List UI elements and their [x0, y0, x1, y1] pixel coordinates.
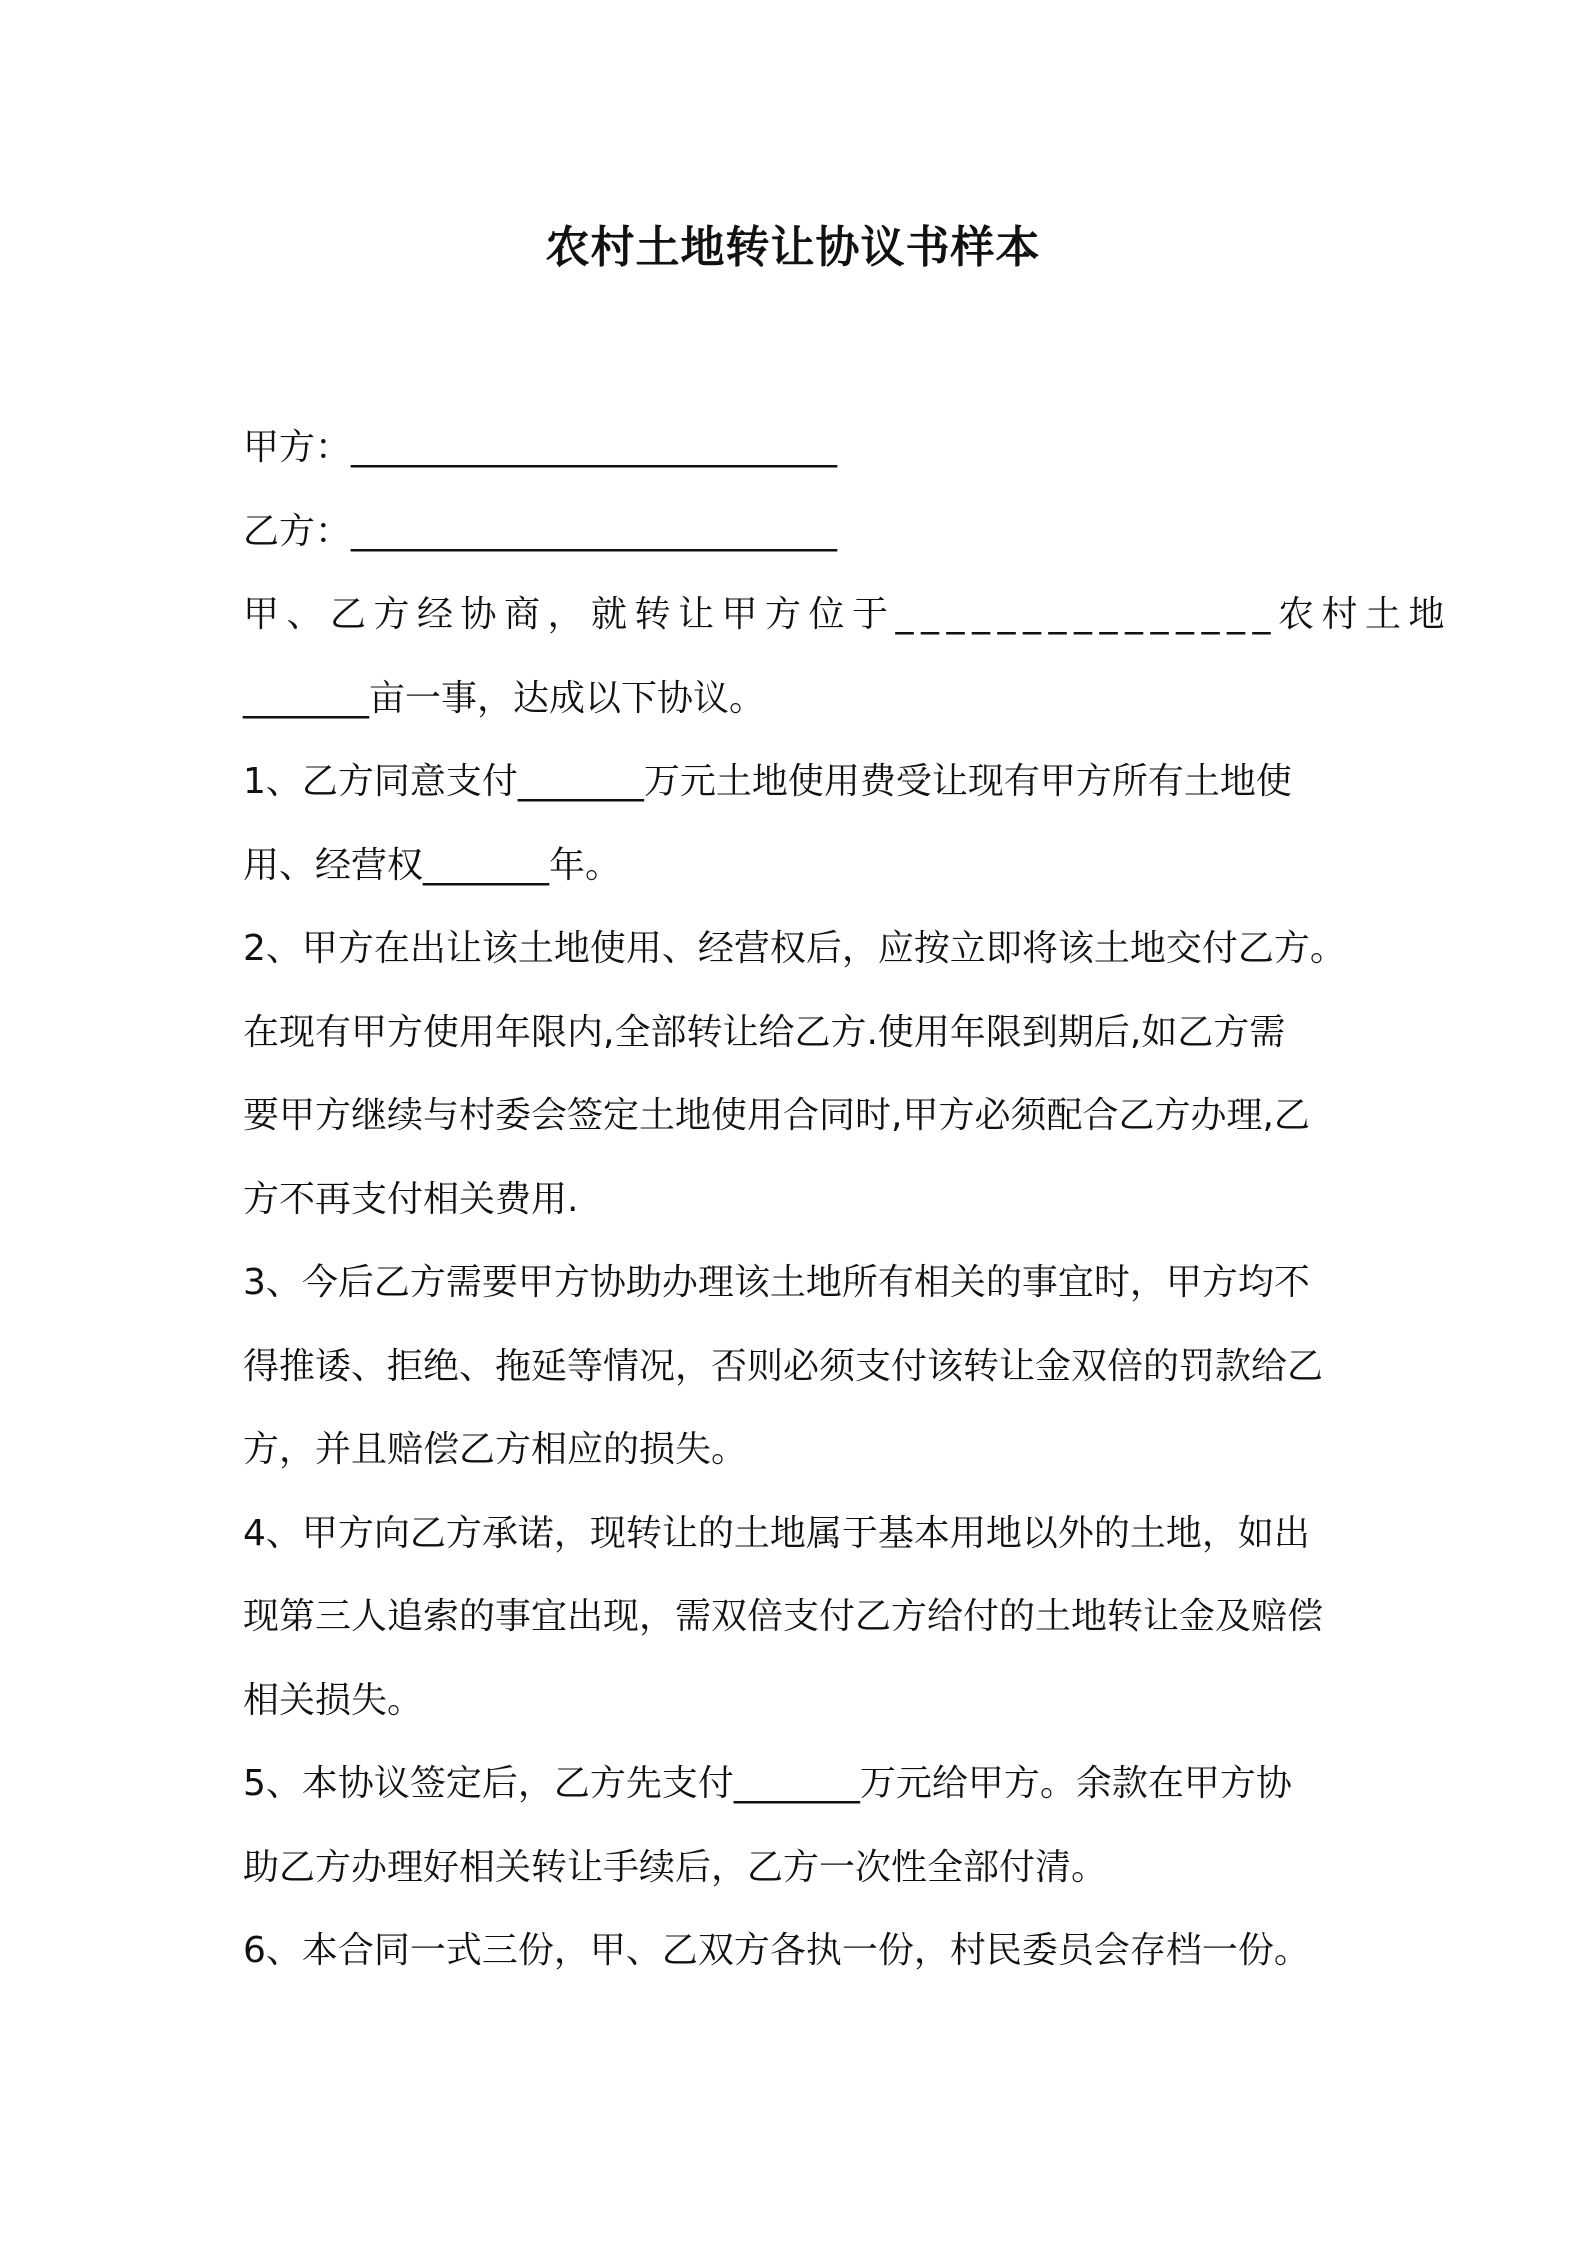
document-body	[243, 406, 1453, 1993]
clause-3-line-3: 方，并且赔偿乙方相应的损失。	[243, 1429, 748, 1470]
document-title: 农村土地转让协议书样本	[545, 222, 1041, 273]
clause-2-line-3: 要甲方继续与村委会签定土地使用合同时,甲方必须配合乙方办理,乙	[243, 1095, 1310, 1136]
clause-2-line-4: 方不再支付相关费用.	[243, 1178, 579, 1220]
clause-2-line-2: 在现有甲方使用年限内,全部转让给乙方.使用年限到期后,如乙方需	[243, 1011, 1286, 1053]
clause-3-line-2: 得推诿、拒绝、拖延等情况，否则必须支付该转让金双倍的罚款给乙	[243, 1345, 1324, 1387]
clause-4-line-2: 现第三人追索的事宜出现，需双倍支付乙方给付的土地转让金及赔偿	[243, 1596, 1324, 1637]
preamble-line-2: _______亩一事，达成以下协议。	[243, 677, 766, 719]
clause-6-line-1: 6、本合同一式三份，甲、乙双方各执一份，村民委员会存档一份。	[243, 1930, 1310, 1971]
preamble-line-1: 甲、乙方经协商，就转让甲方位于_______________农村土地	[243, 594, 1453, 635]
clause-5-line-2: 助乙方办理好相关转让手续后，乙方一次性全部付清。	[243, 1846, 1108, 1888]
clause-1-line-1: 1、乙方同意支付_______万元土地使用费受让现有甲方所有土地使	[243, 761, 1292, 802]
party-a-line: 甲方：___________________________	[243, 427, 838, 468]
party-b-line: 乙方：___________________________	[243, 510, 838, 552]
clause-4-line-3: 相关损失。	[243, 1679, 424, 1721]
clause-4-line-1: 4、甲方向乙方承诺，现转让的土地属于基本用地以外的土地，如出	[243, 1512, 1310, 1554]
clause-1-line-2: 用、经营权_______年。	[243, 844, 622, 886]
clause-3-line-1: 3、今后乙方需要甲方协助办理该土地所有相关的事宜时，甲方均不	[243, 1262, 1310, 1303]
clause-5-line-1: 5、本协议签定后，乙方先支付_______万元给甲方。余款在甲方协	[243, 1763, 1292, 1804]
clause-2-line-1: 2、甲方在出让该土地使用、经营权后，应按立即将该土地交付乙方。	[243, 928, 1346, 969]
